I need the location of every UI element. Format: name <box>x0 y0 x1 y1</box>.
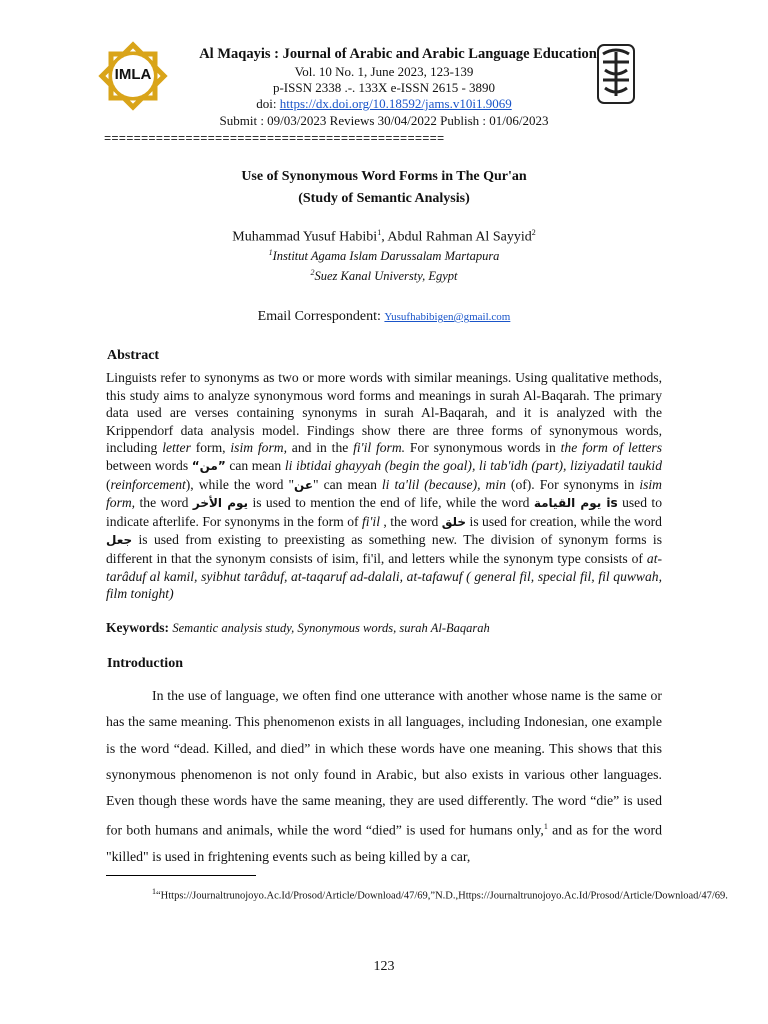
abstract-seg: is used from existing to preexisting as something new. The division of synonym forms is different in that the synonym consists of isim, fi'il, and letters while the synonym type consists of <box>106 532 662 566</box>
abstract-seg: ), while the word " <box>185 476 295 492</box>
author-2: , Abdul Rahman Al Sayyid <box>381 229 532 245</box>
arabic-word: يوم القيامة is <box>533 496 618 511</box>
abstract-seg: at-tarâduf al kamil, syibhut tarâduf, at-taqaruf ad-dalali, at-tafawuf ( general fil, special fil, fil quwwah, film tonight) <box>106 550 662 602</box>
keywords-label: Keywords: <box>106 620 169 635</box>
abstract-heading: Abstract <box>107 348 160 363</box>
footnote <box>106 884 728 904</box>
abstract-seg: isim form, <box>230 440 287 456</box>
arabic-word: خلق <box>441 514 467 529</box>
abstract-seg: fi'il form. <box>353 440 406 456</box>
abstract-seg: the word <box>135 495 193 511</box>
volume-info: Vol. 10 No. 1, June 2023, 123-139 <box>294 64 474 79</box>
abstract-seg: reinforcement <box>110 476 186 492</box>
abstract-seg: , the word <box>379 513 442 529</box>
page-number: 123 <box>373 959 395 974</box>
footnote-mark: 1 <box>152 887 156 896</box>
abstract-seg: li ibtidai ghayyah (begin the goal), li tab'idh (part), liziyadatil taukid <box>284 457 662 473</box>
journal-title: Al Maqayis : Journal of Arabic and Arabic Language Education <box>199 46 597 62</box>
keywords <box>106 620 662 636</box>
footnote-text: “Https://Journaltrunojoyo.Ac.Id/Prosod/Article/Download/47/69,”N.D.,Https://Journaltrunojoyo.Ac.Id/Prosod/Article/Download/47/69. <box>156 890 728 902</box>
imla-logo-text: IMLA <box>114 66 152 83</box>
affiliation-1 <box>0 248 768 264</box>
intro-text-end: and as for the word "killed" is used in frightening events such as being killed by a car, <box>106 823 662 865</box>
author-list <box>0 228 768 246</box>
arabic-word: جعل <box>106 533 133 548</box>
abstract-seg: is used for creation, while the word <box>466 513 662 529</box>
submission-dates: Submit : 09/03/2023 Reviews 30/04/2022 Publish : 01/06/2023 <box>219 113 549 128</box>
issn-info: p-ISSN 2338 .-. 133X e-ISSN 2615 - 3890 <box>272 80 496 95</box>
keywords-text: Semantic analysis study, Synonymous words, surah Al-Baqarah <box>172 621 490 635</box>
abstract-seg: is used to mention the end of life, while the word <box>248 495 534 511</box>
abstract-seg: (of). For synonyms in <box>505 476 640 492</box>
affiliation-1-text: Institut Agama Islam Darussalam Martapura <box>272 249 500 264</box>
abstract-seg: between words <box>106 457 192 473</box>
intro-text: In the use of language, we often find one utterance with another whose name is the same or has the same meaning. This phenomenon exists in all languages, including Indonesian, one example is the word “dead. Killed, and died” in which these words have one meaning. This shows that this synonymous phenomenon is not only found in Arabic, but also exists in various other languages. Even though these words have the same meaning, they are used differently. The word “die” is used for both humans and animals, while the word “died” is used for humans only, <box>106 688 662 839</box>
abstract-seg: Linguists refer to synonyms as two or more words with similar meanings. Using qualitative methods, this study aims to analyze synonymous word forms and meanings in surah Al-Baqarah. The primary data used are verses containing synonyms in surah Al-Baqarah, and it is analyzed with the Krippendorf data analysis model. Findings show there are three forms of synonymous words, including <box>106 370 662 456</box>
footnote-ref[interactable]: 1 <box>543 822 548 832</box>
abstract-seg: used to indicate afterlife. For synonyms in the form of <box>106 495 662 529</box>
abstract-text <box>106 369 662 603</box>
author-1: Muhammad Yusuf Habibi <box>232 229 378 245</box>
introduction-paragraph <box>106 683 662 871</box>
author-1-sup: 1 <box>377 228 382 237</box>
doi-link[interactable]: https://dx.doi.org/10.18592/jams.v10i1.9069 <box>279 96 512 111</box>
affiliation-2 <box>0 268 768 284</box>
author-2-sup: 2 <box>531 228 536 237</box>
introduction-heading: Introduction <box>107 656 183 671</box>
header-rule: ============================================== <box>104 132 445 146</box>
paper-title <box>0 166 768 210</box>
abstract-seg: li ta'lil (because), min <box>381 476 506 492</box>
abstract-seg: " can mean <box>313 476 382 492</box>
abstract-seg: form, <box>190 440 231 456</box>
abstract-seg: isim form, <box>106 476 662 511</box>
affiliation-2-text: Suez Kanal Universty, Egypt <box>314 269 458 284</box>
arabic-word: عن <box>294 477 314 492</box>
doi-label: doi: <box>256 96 277 111</box>
email-correspondent <box>0 309 768 325</box>
doi-line <box>0 96 768 112</box>
abstract-seg: can mean <box>225 457 285 473</box>
abstract-seg: For synonymous words in <box>405 440 561 456</box>
abstract-seg: the form of letters <box>560 440 662 456</box>
affiliation-2-sup: 2 <box>310 268 315 277</box>
abstract-seg: ( <box>106 476 111 492</box>
email-label: Email Correspondent: <box>257 309 381 324</box>
abstract-seg: fi'il <box>361 513 380 529</box>
title-line-1: Use of Synonymous Word Forms in The Qur'an <box>241 169 527 184</box>
title-line-2: (Study of Semantic Analysis) <box>298 191 470 206</box>
arabic-word: “من” <box>191 458 226 473</box>
arabic-word: يوم الأخر <box>192 496 249 511</box>
abstract-seg: and in the <box>286 440 354 456</box>
affiliation-1-sup: 1 <box>268 248 273 257</box>
email-link[interactable]: Yusufhabibigen@gmail.com <box>384 311 511 323</box>
footnote-rule <box>106 875 256 876</box>
abstract-seg: letter <box>162 440 191 456</box>
